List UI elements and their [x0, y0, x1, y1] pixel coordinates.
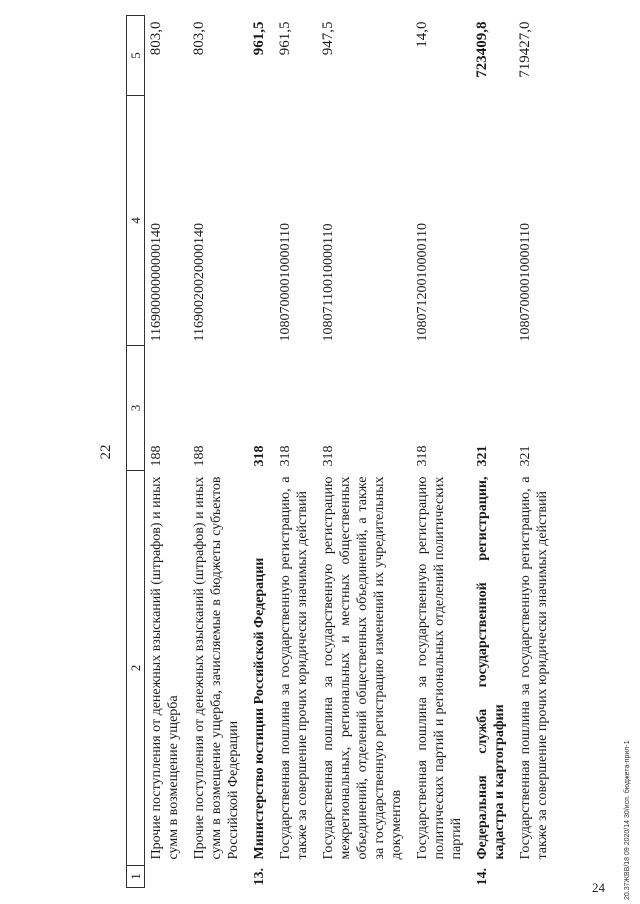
row-sum: 14,0	[414, 21, 430, 48]
row-number	[411, 866, 471, 888]
column-header-3: 3	[127, 346, 145, 471]
row-name: Государственная пошлина за государственную регистрацию, а также за совершение прочих юридически значимых действий	[518, 476, 550, 860]
row-name: Прочие поступления от денежных взысканий (штрафов) и иных сумм в возмещение ущерба, зачисляемые в бюджеты субъектов Российской Федерации	[192, 476, 241, 860]
row-name: Государственная пошлина за государственную регистрацию, а также за совершение прочих юридически значимых действий	[278, 476, 310, 860]
table-row	[274, 16, 317, 888]
rotated-sheet	[94, 16, 618, 888]
row-sum: 803,0	[191, 21, 207, 56]
column-header-2: 2	[127, 471, 145, 866]
row-sum: 723409,8	[474, 21, 490, 78]
row-name: Государственная пошлина за государственную регистрацию межрегиональных, региональных и местных общественных объединений, отделений общественных объединений, а также за государственную регистрацию изменений их учредительных документов	[321, 476, 404, 860]
row-admin-code: 188	[192, 445, 207, 467]
row-number: 13.	[252, 868, 267, 886]
row-number	[317, 866, 411, 888]
row-kbk-code: 10807000010000110	[278, 223, 293, 342]
revenue-table	[126, 15, 557, 888]
page-number: 22	[98, 444, 114, 460]
row-name: Прочие поступления от денежных взысканий (штрафов) и иных сумм в возмещение ущерба	[149, 476, 181, 860]
row-sum: 961,5	[251, 21, 267, 56]
row-sum: 961,5	[277, 21, 293, 56]
row-kbk-code: 10807120010000110	[415, 223, 430, 342]
table-row	[248, 16, 274, 888]
row-admin-code: 321	[518, 445, 533, 467]
row-sum: 803,0	[148, 21, 164, 56]
row-sum: 947,5	[320, 21, 336, 56]
corner-mark: 24	[592, 880, 605, 895]
row-admin-code: 321	[475, 445, 490, 467]
row-kbk-code: 10807110010000110	[321, 223, 336, 342]
row-number	[274, 866, 317, 888]
row-admin-code: 188	[149, 445, 164, 467]
row-sum: 719427,0	[517, 21, 533, 78]
row-name: Государственная пошлина за государственную регистрацию политических партий и региональных отделений политических партий	[415, 476, 464, 860]
table-row	[188, 16, 248, 888]
column-header-1: 1	[127, 866, 145, 888]
row-admin-code: 318	[321, 445, 336, 467]
row-kbk-code: 11690000000000140	[149, 223, 164, 342]
table-row	[145, 16, 189, 888]
side-footer	[621, 60, 633, 900]
row-kbk-code	[471, 96, 514, 346]
column-header-4: 4	[127, 96, 145, 346]
table-header	[127, 16, 145, 888]
row-number	[188, 866, 248, 888]
row-admin-code: 318	[415, 445, 430, 467]
column-header-5: 5	[127, 16, 145, 96]
table-row	[514, 16, 557, 888]
table-body	[145, 16, 558, 888]
row-name: Министерство юстиции Российской Федерации	[252, 557, 267, 860]
row-admin-code: 318	[252, 445, 267, 467]
footer-note: 20.37ЖВВ/18 09 2020/14 30/исп. бюджета-прил-1	[624, 740, 631, 900]
table-row	[317, 16, 411, 888]
table-row	[411, 16, 471, 888]
row-admin-code: 318	[278, 445, 293, 467]
row-kbk-code: 11690020020000140	[192, 223, 207, 342]
table-row	[471, 16, 514, 888]
row-number	[514, 866, 557, 888]
row-name: Федеральная служба государственной регистрации, кадастра и картографии	[475, 476, 507, 860]
row-number	[145, 866, 189, 888]
row-number: 14.	[475, 868, 490, 886]
row-kbk-code	[248, 96, 274, 346]
row-kbk-code: 10807000010000110	[518, 223, 533, 342]
